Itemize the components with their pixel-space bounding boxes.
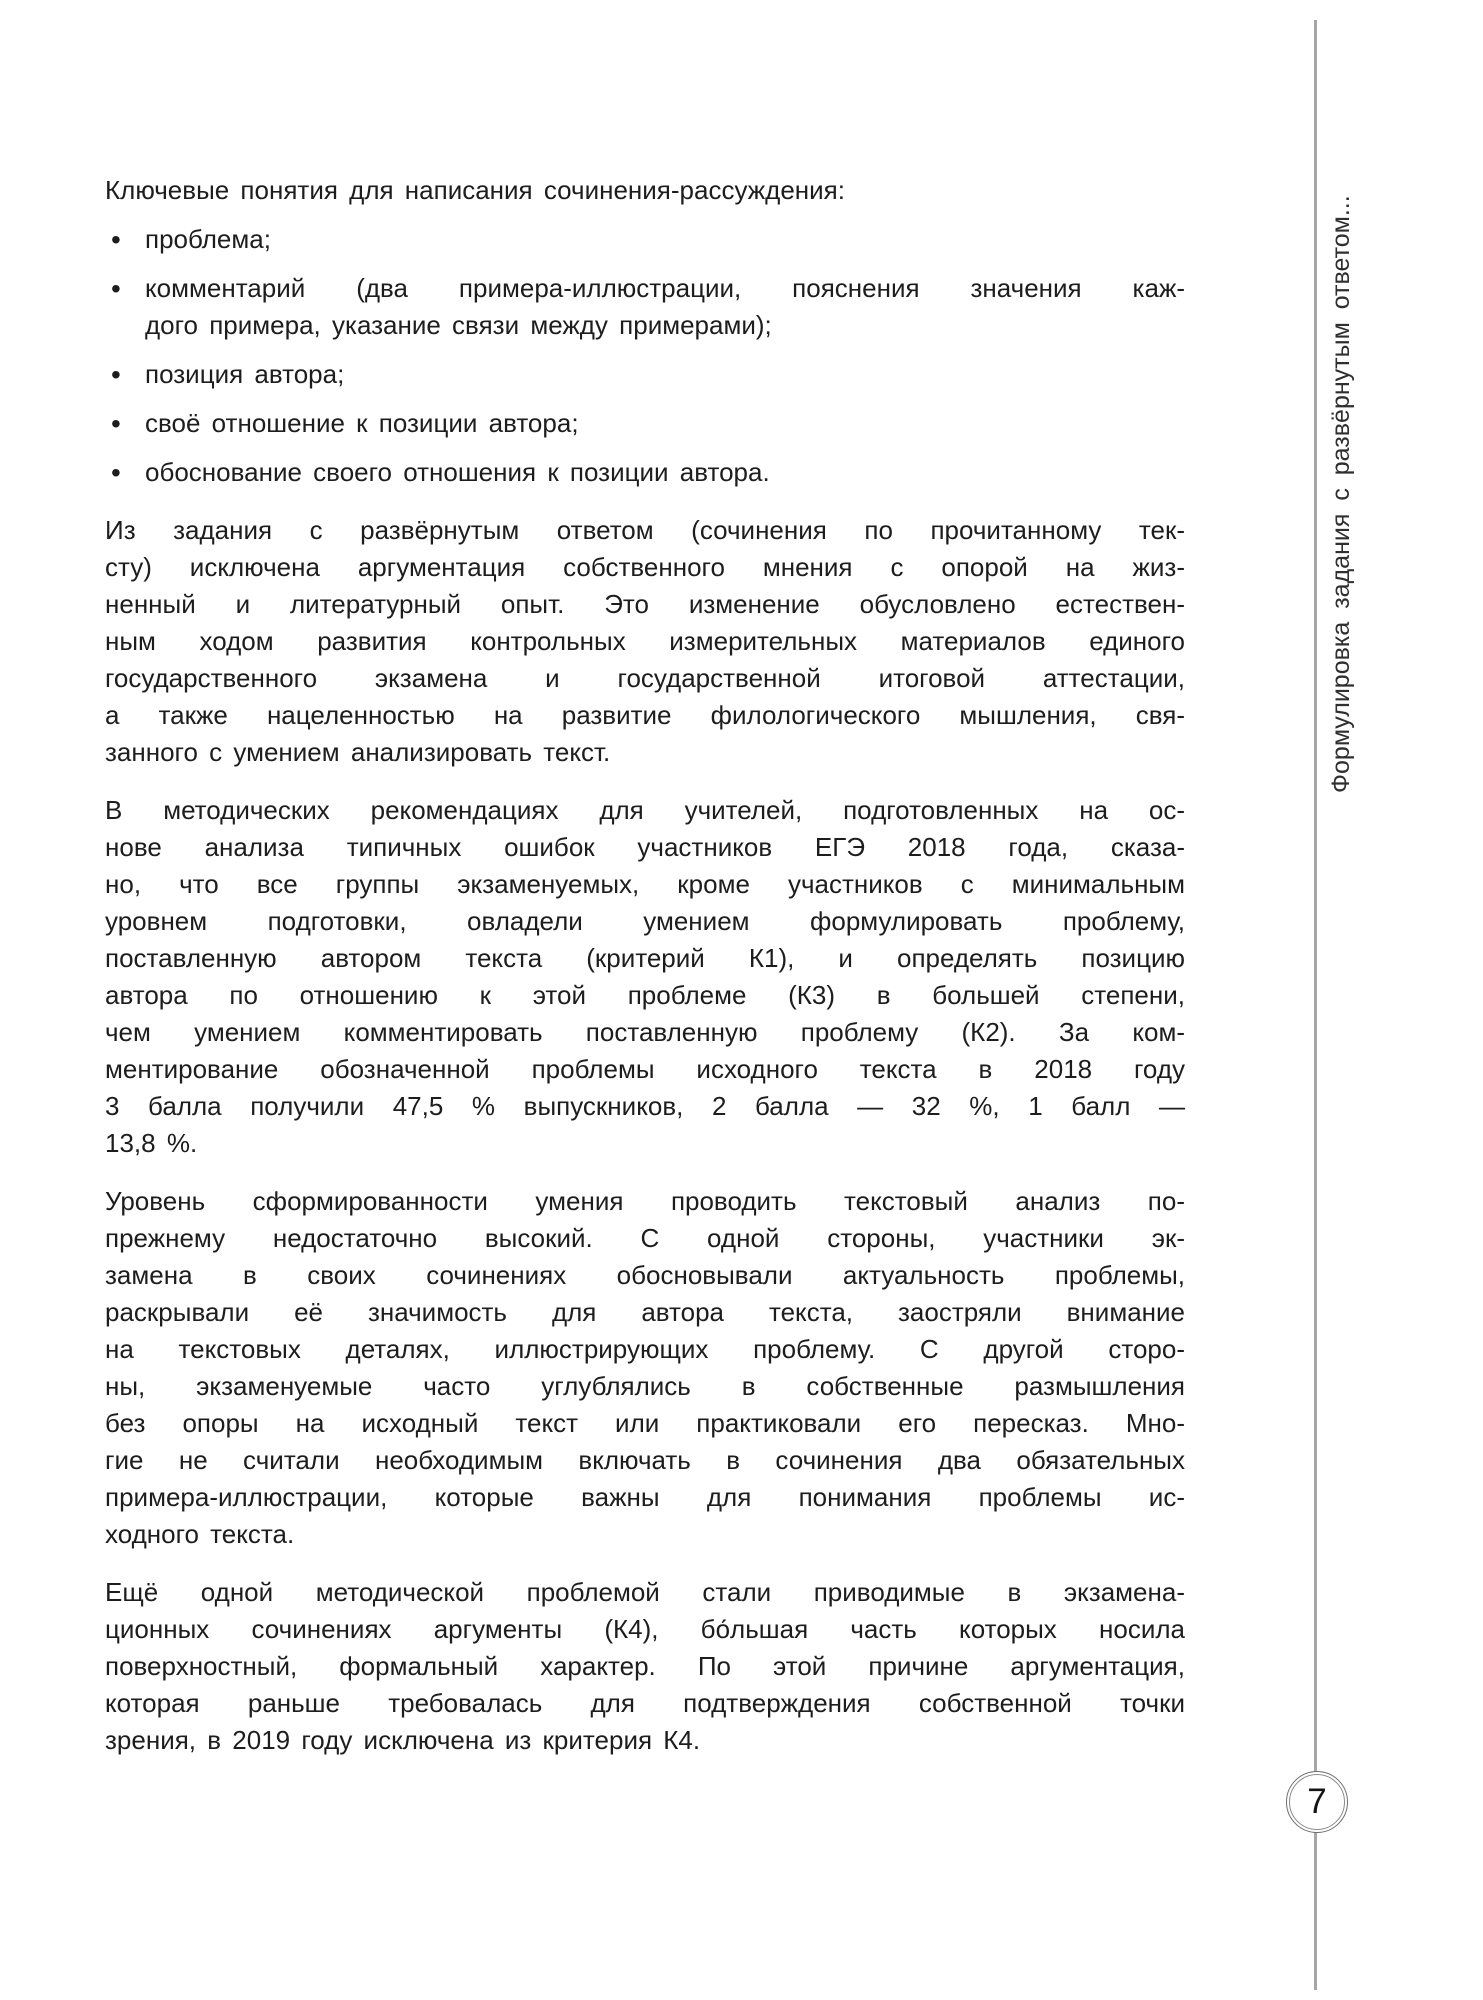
text-line: государственного экзамена и государственной итоговой аттестации, [105,663,1185,693]
text-line: ным ходом развития контрольных измерительных материалов единого [105,626,1185,656]
text-line: позиция автора; [145,359,345,389]
text-line: примера-иллюстрации, которые важны для понимания проблемы ис- [105,1482,1185,1512]
text-line: ненный и литературный опыт. Это изменение обусловлено естествен- [105,589,1185,619]
text-line: на текстовых деталях, иллюстрирующих проблему. С другой сторо- [105,1334,1185,1364]
bullet-icon: • [111,224,121,255]
text-line: гие не считали необходимым включать в сочинения два обязательных [105,1445,1185,1475]
text-line: чем умением комментировать поставленную проблему (К2). За ком- [105,1017,1185,1047]
text-line: которая раньше требовалась для подтверждения собственной точки [105,1688,1185,1718]
page-number-badge [1286,1771,1348,1833]
text-line: проблема; [145,224,271,254]
bullet-item [105,356,1185,393]
text-line: ходного текста. [105,1519,295,1549]
text-line: ционных сочинениях аргументы (К4), бо́льшая часть которых носила [105,1614,1185,1644]
text-line: комментарий (два примера-иллюстрации, пояснения значения каж- [145,273,1185,303]
main-text-column [105,172,1185,1759]
text-line: замена в своих сочинениях обосновывали актуальность проблемы, [105,1260,1185,1290]
text-line: поставленную автором текста (критерий К1), и определять позицию [105,943,1185,973]
sidebar-vertical-label: Формулировка задания с развёрнутым ответом... [1327,195,1355,793]
bullet-list [105,221,1185,491]
bullet-icon: • [111,359,121,390]
text-line: обоснование своего отношения к позиции автора. [145,457,770,487]
text-line: сту) исключена аргументация собственного мнения с опорой на жиз- [105,552,1185,582]
paragraph [105,1183,1185,1553]
text-line: ны, экзаменуемые часто углублялись в собственные размышления [105,1371,1185,1401]
text-line: а также нацеленностью на развитие филологического мышления, свя- [105,700,1185,730]
text-line: своё отношение к позиции автора; [145,408,579,438]
paragraph [105,792,1185,1162]
margin-rule [1314,20,1317,1990]
text-line: поверхностный, формальный характер. По этой причине аргументация, [105,1651,1185,1681]
paragraph [105,512,1185,771]
text-line: Уровень сформированности умения проводить текстовый анализ по- [105,1186,1185,1216]
bullet-item [105,405,1185,442]
bullet-icon: • [111,408,121,439]
text-line: занного с умением анализировать текст. [105,737,611,767]
bullet-item [105,270,1185,344]
bullet-icon: • [111,457,121,488]
text-line: прежнему недостаточно высокий. С одной стороны, участники эк- [105,1223,1185,1253]
bullet-item [105,454,1185,491]
paragraph [105,1574,1185,1759]
bullet-icon: • [111,273,121,304]
text-line: раскрывали её значимость для автора текста, заостряли внимание [105,1297,1185,1327]
text-line: Из задания с развёрнутым ответом (сочинения по прочитанному тек- [105,515,1185,545]
text-line: В методических рекомендациях для учителей, подготовленных на ос- [105,795,1185,825]
text-line: зрения, в 2019 году исключена из критерия К4. [105,1725,701,1755]
intro-line: Ключевые понятия для написания сочинения-рассуждения: [105,175,845,205]
text-line: уровнем подготовки, овладели умением формулировать проблему, [105,906,1185,936]
text-line: без опоры на исходный текст или практиковали его пересказ. Мно- [105,1408,1185,1438]
text-line: ментирование обозначенной проблемы исходного текста в 2018 году [105,1054,1185,1084]
text-line: 3 балла получили 47,5 % выпускников, 2 балла — 32 %, 1 балл — [105,1091,1185,1121]
page-number: 7 [1307,1782,1327,1821]
paragraphs-block [105,512,1185,1759]
bullet-item [105,221,1185,258]
text-line: дого примера, указание связи между примерами); [145,310,772,340]
text-line: автора по отношению к этой проблеме (К3) в большей степени, [105,980,1185,1010]
text-line: 13,8 %. [105,1128,198,1158]
text-line: Ещё одной методической проблемой стали приводимые в экзамена- [105,1577,1185,1607]
text-line: нове анализа типичных ошибок участников ЕГЭ 2018 года, сказа- [105,832,1185,862]
text-line: но, что все группы экзаменуемых, кроме участников с минимальным [105,869,1185,899]
